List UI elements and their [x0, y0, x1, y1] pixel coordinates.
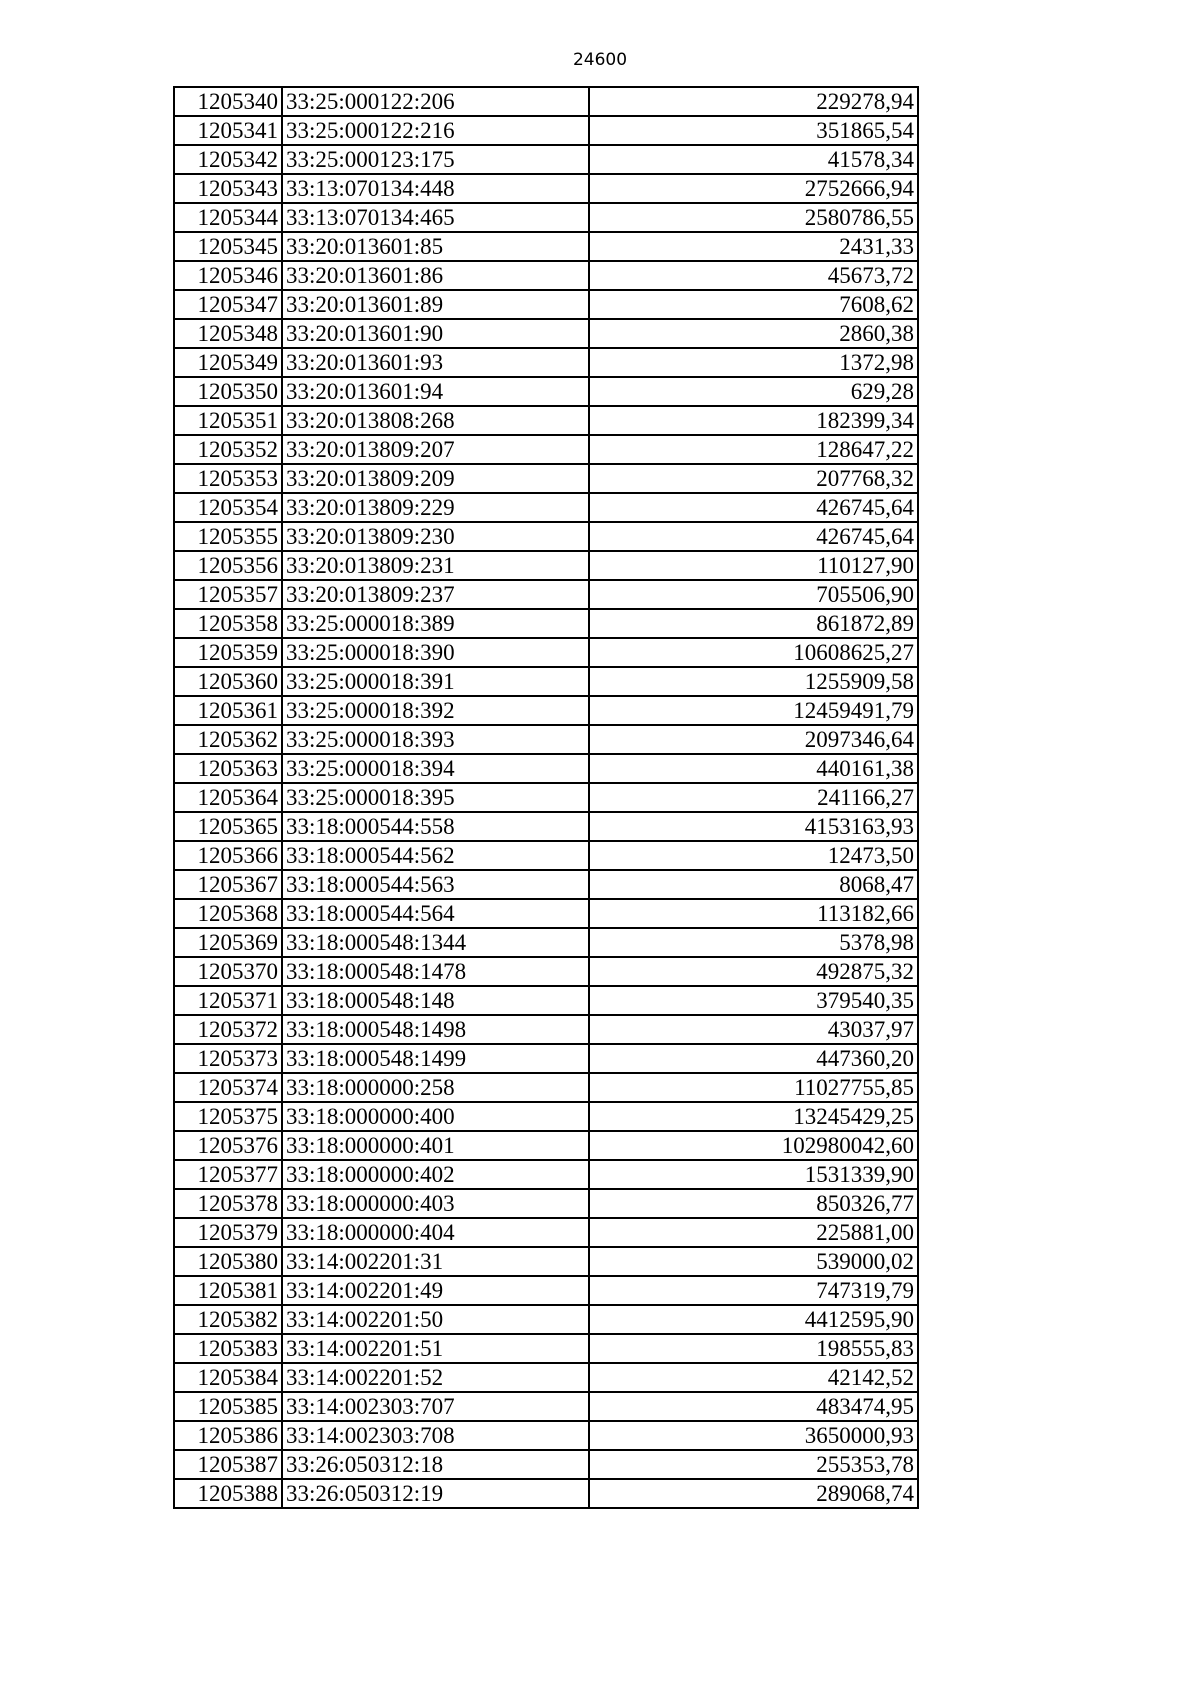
cadastral-number-cell: 33:14:002201:49 [282, 1276, 589, 1305]
table-row [174, 1015, 918, 1044]
row-id-cell: 1205345 [174, 232, 282, 261]
cadastral-number-cell: 33:18:000548:1478 [282, 957, 589, 986]
value-cell: 3650000,93 [589, 1421, 918, 1450]
value-cell: 110127,90 [589, 551, 918, 580]
value-cell: 113182,66 [589, 899, 918, 928]
value-cell: 2580786,55 [589, 203, 918, 232]
table-row [174, 290, 918, 319]
cadastral-number-cell: 33:18:000548:1344 [282, 928, 589, 957]
value-cell: 426745,64 [589, 522, 918, 551]
value-cell: 850326,77 [589, 1189, 918, 1218]
value-cell: 426745,64 [589, 493, 918, 522]
row-id-cell: 1205366 [174, 841, 282, 870]
table-row [174, 899, 918, 928]
cadastral-number-cell: 33:18:000000:402 [282, 1160, 589, 1189]
cadastral-number-cell: 33:20:013601:93 [282, 348, 589, 377]
value-cell: 1255909,58 [589, 667, 918, 696]
table-row [174, 754, 918, 783]
cadastral-number-cell: 33:18:000000:403 [282, 1189, 589, 1218]
table-row [174, 348, 918, 377]
row-id-cell: 1205369 [174, 928, 282, 957]
value-cell: 229278,94 [589, 87, 918, 116]
value-cell: 102980042,60 [589, 1131, 918, 1160]
row-id-cell: 1205370 [174, 957, 282, 986]
row-id-cell: 1205381 [174, 1276, 282, 1305]
row-id-cell: 1205350 [174, 377, 282, 406]
value-cell: 289068,74 [589, 1479, 918, 1508]
value-cell: 629,28 [589, 377, 918, 406]
row-id-cell: 1205376 [174, 1131, 282, 1160]
value-cell: 1531339,90 [589, 1160, 918, 1189]
table-row [174, 841, 918, 870]
cadastral-number-cell: 33:20:013601:94 [282, 377, 589, 406]
table-row [174, 1131, 918, 1160]
row-id-cell: 1205375 [174, 1102, 282, 1131]
value-cell: 128647,22 [589, 435, 918, 464]
row-id-cell: 1205360 [174, 667, 282, 696]
row-id-cell: 1205359 [174, 638, 282, 667]
cadastral-number-cell: 33:13:070134:448 [282, 174, 589, 203]
value-cell: 2431,33 [589, 232, 918, 261]
row-id-cell: 1205386 [174, 1421, 282, 1450]
row-id-cell: 1205372 [174, 1015, 282, 1044]
table-row [174, 435, 918, 464]
value-cell: 13245429,25 [589, 1102, 918, 1131]
row-id-cell: 1205356 [174, 551, 282, 580]
cadastral-number-cell: 33:20:013809:230 [282, 522, 589, 551]
table-row [174, 464, 918, 493]
cadastral-number-cell: 33:14:002201:52 [282, 1363, 589, 1392]
value-cell: 2097346,64 [589, 725, 918, 754]
cadastral-number-cell: 33:25:000018:391 [282, 667, 589, 696]
row-id-cell: 1205364 [174, 783, 282, 812]
cadastral-number-cell: 33:20:013601:86 [282, 261, 589, 290]
cadastral-number-cell: 33:25:000122:216 [282, 116, 589, 145]
row-id-cell: 1205367 [174, 870, 282, 899]
row-id-cell: 1205342 [174, 145, 282, 174]
cadastral-number-cell: 33:20:013808:268 [282, 406, 589, 435]
row-id-cell: 1205385 [174, 1392, 282, 1421]
value-cell: 11027755,85 [589, 1073, 918, 1102]
row-id-cell: 1205361 [174, 696, 282, 725]
cadastral-number-cell: 33:18:000544:558 [282, 812, 589, 841]
table-row [174, 986, 918, 1015]
value-cell: 42142,52 [589, 1363, 918, 1392]
table-row [174, 87, 918, 116]
value-cell: 10608625,27 [589, 638, 918, 667]
cadastral-number-cell: 33:25:000018:389 [282, 609, 589, 638]
table-row [174, 203, 918, 232]
cadastral-number-cell: 33:26:050312:18 [282, 1450, 589, 1479]
table-row [174, 1479, 918, 1508]
cadastral-number-cell: 33:18:000544:563 [282, 870, 589, 899]
cadastral-number-cell: 33:14:002201:31 [282, 1247, 589, 1276]
value-cell: 4153163,93 [589, 812, 918, 841]
data-table [173, 86, 919, 1509]
row-id-cell: 1205357 [174, 580, 282, 609]
row-id-cell: 1205354 [174, 493, 282, 522]
value-cell: 207768,32 [589, 464, 918, 493]
value-cell: 8068,47 [589, 870, 918, 899]
cadastral-number-cell: 33:18:000000:400 [282, 1102, 589, 1131]
cadastral-number-cell: 33:18:000000:258 [282, 1073, 589, 1102]
cadastral-number-cell: 33:25:000122:206 [282, 87, 589, 116]
table-row [174, 1218, 918, 1247]
cadastral-number-cell: 33:25:000018:394 [282, 754, 589, 783]
cadastral-number-cell: 33:18:000548:1499 [282, 1044, 589, 1073]
cadastral-number-cell: 33:14:002201:51 [282, 1334, 589, 1363]
table-row [174, 406, 918, 435]
table-row [174, 1450, 918, 1479]
value-cell: 379540,35 [589, 986, 918, 1015]
cadastral-number-cell: 33:18:000544:564 [282, 899, 589, 928]
row-id-cell: 1205348 [174, 319, 282, 348]
row-id-cell: 1205383 [174, 1334, 282, 1363]
table-row [174, 783, 918, 812]
value-cell: 41578,34 [589, 145, 918, 174]
cadastral-number-cell: 33:26:050312:19 [282, 1479, 589, 1508]
value-cell: 747319,79 [589, 1276, 918, 1305]
table-body [174, 87, 918, 1508]
table-row [174, 174, 918, 203]
cadastral-number-cell: 33:20:013601:89 [282, 290, 589, 319]
row-id-cell: 1205384 [174, 1363, 282, 1392]
row-id-cell: 1205344 [174, 203, 282, 232]
table-row [174, 145, 918, 174]
table-row [174, 377, 918, 406]
row-id-cell: 1205358 [174, 609, 282, 638]
cadastral-number-cell: 33:20:013809:237 [282, 580, 589, 609]
row-id-cell: 1205382 [174, 1305, 282, 1334]
page-number: 24600 [572, 50, 628, 70]
table-row [174, 1073, 918, 1102]
value-cell: 45673,72 [589, 261, 918, 290]
value-cell: 241166,27 [589, 783, 918, 812]
value-cell: 483474,95 [589, 1392, 918, 1421]
cadastral-number-cell: 33:20:013809:229 [282, 493, 589, 522]
value-cell: 2752666,94 [589, 174, 918, 203]
row-id-cell: 1205363 [174, 754, 282, 783]
row-id-cell: 1205341 [174, 116, 282, 145]
row-id-cell: 1205373 [174, 1044, 282, 1073]
table-row [174, 1044, 918, 1073]
cadastral-number-cell: 33:18:000544:562 [282, 841, 589, 870]
value-cell: 198555,83 [589, 1334, 918, 1363]
table-row [174, 232, 918, 261]
cadastral-number-cell: 33:25:000018:395 [282, 783, 589, 812]
table-row [174, 870, 918, 899]
table-row [174, 957, 918, 986]
cadastral-number-cell: 33:20:013601:85 [282, 232, 589, 261]
row-id-cell: 1205377 [174, 1160, 282, 1189]
cadastral-number-cell: 33:18:000000:401 [282, 1131, 589, 1160]
table-row [174, 1334, 918, 1363]
value-cell: 182399,34 [589, 406, 918, 435]
value-cell: 2860,38 [589, 319, 918, 348]
table-row [174, 638, 918, 667]
value-cell: 492875,32 [589, 957, 918, 986]
cadastral-number-cell: 33:20:013809:207 [282, 435, 589, 464]
value-cell: 7608,62 [589, 290, 918, 319]
cadastral-number-cell: 33:14:002201:50 [282, 1305, 589, 1334]
cadastral-number-cell: 33:13:070134:465 [282, 203, 589, 232]
row-id-cell: 1205374 [174, 1073, 282, 1102]
table-row [174, 1247, 918, 1276]
table-row [174, 1160, 918, 1189]
row-id-cell: 1205346 [174, 261, 282, 290]
table-row [174, 928, 918, 957]
value-cell: 43037,97 [589, 1015, 918, 1044]
cadastral-number-cell: 33:20:013601:90 [282, 319, 589, 348]
table-row [174, 1392, 918, 1421]
cadastral-number-cell: 33:25:000018:392 [282, 696, 589, 725]
table-row [174, 1363, 918, 1392]
cadastral-number-cell: 33:18:000548:148 [282, 986, 589, 1015]
value-cell: 440161,38 [589, 754, 918, 783]
value-cell: 705506,90 [589, 580, 918, 609]
row-id-cell: 1205351 [174, 406, 282, 435]
row-id-cell: 1205355 [174, 522, 282, 551]
cadastral-number-cell: 33:14:002303:708 [282, 1421, 589, 1450]
cadastral-number-cell: 33:18:000000:404 [282, 1218, 589, 1247]
row-id-cell: 1205368 [174, 899, 282, 928]
table-row [174, 1421, 918, 1450]
table-row [174, 522, 918, 551]
table-row [174, 261, 918, 290]
row-id-cell: 1205353 [174, 464, 282, 493]
cadastral-number-cell: 33:18:000548:1498 [282, 1015, 589, 1044]
value-cell: 255353,78 [589, 1450, 918, 1479]
cadastral-number-cell: 33:25:000018:390 [282, 638, 589, 667]
value-cell: 5378,98 [589, 928, 918, 957]
cadastral-number-cell: 33:25:000123:175 [282, 145, 589, 174]
table-row [174, 493, 918, 522]
row-id-cell: 1205378 [174, 1189, 282, 1218]
value-cell: 225881,00 [589, 1218, 918, 1247]
row-id-cell: 1205343 [174, 174, 282, 203]
row-id-cell: 1205349 [174, 348, 282, 377]
value-cell: 861872,89 [589, 609, 918, 638]
table-row [174, 1189, 918, 1218]
table-row [174, 609, 918, 638]
value-cell: 539000,02 [589, 1247, 918, 1276]
value-cell: 351865,54 [589, 116, 918, 145]
table-row [174, 812, 918, 841]
value-cell: 1372,98 [589, 348, 918, 377]
table-row [174, 1276, 918, 1305]
table-row [174, 580, 918, 609]
table-row [174, 1305, 918, 1334]
cadastral-number-cell: 33:20:013809:231 [282, 551, 589, 580]
row-id-cell: 1205362 [174, 725, 282, 754]
row-id-cell: 1205352 [174, 435, 282, 464]
value-cell: 12459491,79 [589, 696, 918, 725]
row-id-cell: 1205371 [174, 986, 282, 1015]
table-row [174, 696, 918, 725]
row-id-cell: 1205340 [174, 87, 282, 116]
value-cell: 447360,20 [589, 1044, 918, 1073]
table-row [174, 116, 918, 145]
table-row [174, 1102, 918, 1131]
value-cell: 12473,50 [589, 841, 918, 870]
row-id-cell: 1205387 [174, 1450, 282, 1479]
table-row [174, 725, 918, 754]
cadastral-number-cell: 33:20:013809:209 [282, 464, 589, 493]
value-cell: 4412595,90 [589, 1305, 918, 1334]
row-id-cell: 1205388 [174, 1479, 282, 1508]
table-row [174, 551, 918, 580]
cadastral-number-cell: 33:14:002303:707 [282, 1392, 589, 1421]
table-row [174, 319, 918, 348]
cadastral-number-cell: 33:25:000018:393 [282, 725, 589, 754]
row-id-cell: 1205365 [174, 812, 282, 841]
row-id-cell: 1205347 [174, 290, 282, 319]
table-row [174, 667, 918, 696]
row-id-cell: 1205379 [174, 1218, 282, 1247]
row-id-cell: 1205380 [174, 1247, 282, 1276]
